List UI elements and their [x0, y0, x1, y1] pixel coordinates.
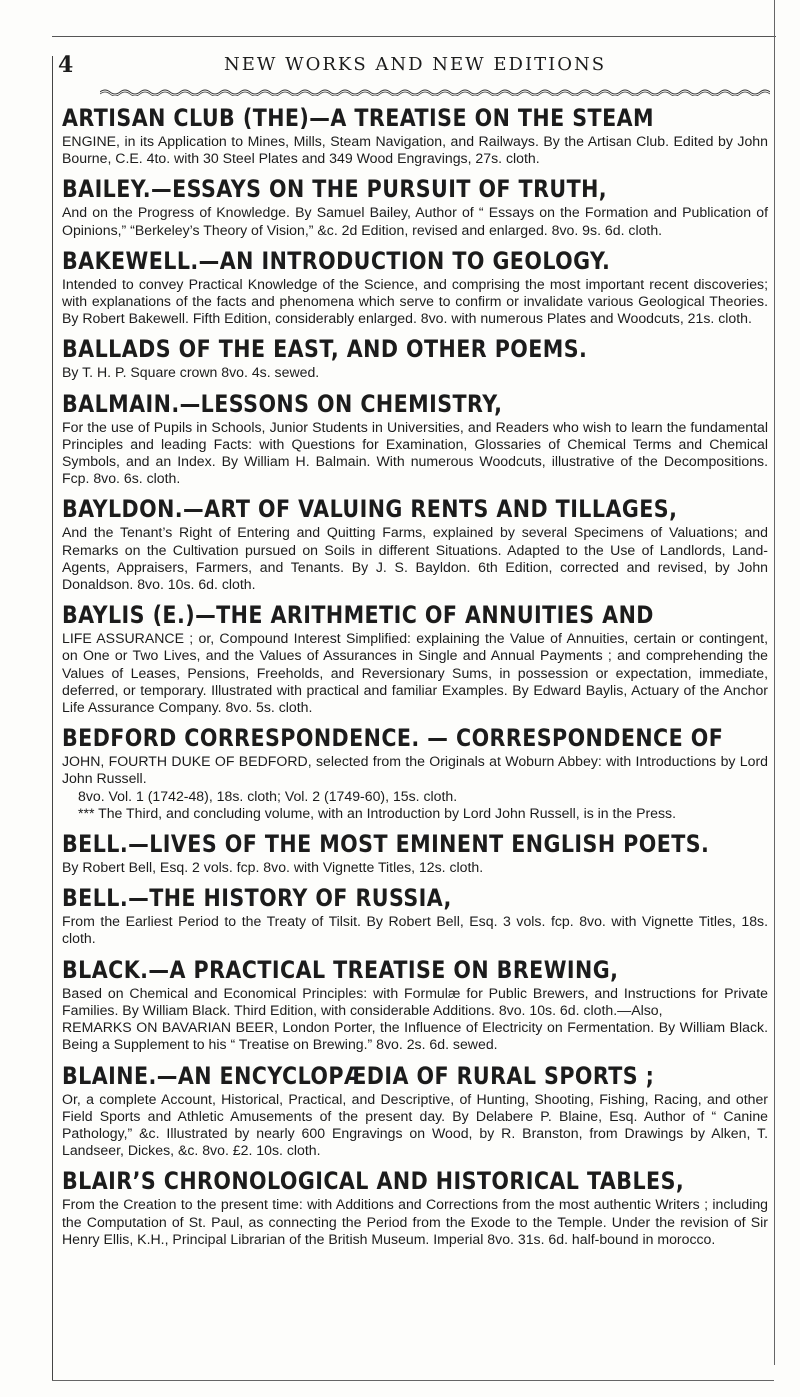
left-margin-rule — [52, 56, 53, 1381]
entry-balmain — [62, 389, 768, 488]
entry-title: BELL.—LIVES OF THE MOST EMINENT ENGLISH POETS. — [62, 830, 710, 859]
entry-title: BLAINE.—AN ENCYCLOPÆDIA OF RURAL SPORTS ; — [62, 1061, 655, 1090]
bottom-rule — [52, 1380, 774, 1381]
entry-bakewell — [62, 246, 768, 328]
entry-volumes-line: 8vo. Vol. 1 (1742-48), 18s. cloth; Vol. 2 (1749-60), 15s. cloth. — [78, 787, 458, 804]
entry-description: LIFE ASSURANCE ; or, Compound Interest Simplified: explaining the Value of Annuities, certain or contingent, on One or Two Lives, and the Values of Assurances in Single and Annual Payments ; and comprehending the Values of Leases, Pensions, Freeholds, and Reversionary Sums, in possession or expectation, immediate, deferred, or temporary. Illustrated with practical and familiar Examples. By Edward Baylis, Actuary of the Anchor Life Assurance Company. 8vo. 5s. cloth. — [62, 630, 768, 716]
running-head: NEW WORKS AND NEW EDITIONS — [223, 54, 607, 75]
entry-title: BLAIR’S CHRONOLOGICAL AND HISTORICAL TABLES, — [62, 1167, 685, 1196]
entry-description: By Robert Bell, Esq. 2 vols. fcp. 8vo. with Vignette Titles, 12s. cloth. — [62, 859, 484, 876]
entry-supplement: REMARKS ON BAVARIAN BEER, London Porter, the Influence of Electricity on Fermentation. By William Black. Being a Supplement to his “ Treatise on Brewing.” 8vo. 2s. 6d. sewed. — [62, 1019, 768, 1053]
entry-title: BLACK.—A PRACTICAL TREATISE ON BREWING, — [62, 955, 619, 984]
entry-bedford-correspondence — [62, 723, 768, 822]
entry-description: And the Tenant’s Right of Entering and Quitting Farms, explained by several Specimens of Valuations; and Remarks on the Cultivation pursued on Soils in different Situations. Adapted to the Use of Landlords, Land-Agents, Appraisers, Farmers, and Tenants. By J. S. Bayldon. 6th Edition, corrected and revised, by John Donaldson. 8vo. 10s. 6d. cloth. — [62, 524, 768, 593]
entry-description: ENGINE, in its Application to Mines, Mills, Steam Navigation, and Railways. By the Artisan Club. Edited by John Bourne, C.E. 4to. with 30 Steel Plates and 349 Wood Engravings, 27s. cloth. — [62, 133, 768, 167]
entry-description: By T. H. P. Square crown 8vo. 4s. sewed. — [62, 364, 320, 381]
entry-title: BAYLIS (E.)—THE ARITHMETIC OF ANNUITIES AND — [62, 601, 654, 630]
right-margin-rule — [774, 0, 775, 1365]
entry-description: Or, a complete Account, Historical, Practical, and Descriptive, of Hunting, Shooting, Fishing, Racing, and other Field Sports and Athletic Amusements of the present day. By Delabere P. Blaine, Esq. Author of “ Canine Pathology,” &c. Illustrated by nearly 600 Engravings on Wood, by R. Branston, from Drawings by Alken, T. Landseer, Dickes, &c. 8vo. £2. 10s. cloth. — [62, 1090, 768, 1159]
entry-description: JOHN, FOURTH DUKE OF BEDFORD, selected from the Originals at Woburn Abbey: with Introductions by Lord John Russell. — [62, 753, 768, 787]
entry-title: BALMAIN.—LESSONS ON CHEMISTRY, — [62, 389, 503, 418]
entry-artisan-club — [62, 103, 768, 167]
catalogue-entries — [62, 103, 768, 1255]
entry-title: BALLADS OF THE EAST, AND OTHER POEMS. — [62, 335, 588, 364]
entry-bailey — [62, 174, 768, 238]
entry-baylis — [62, 600, 768, 716]
entry-description: For the use of Pupils in Schools, Junior Students in Universities, and Readers who wish to learn the fundamental Principles and leading Facts: with Questions for Examination, Glossaries of Chemical Terms and Chemical Symbols, and an Index. By William H. Balmain. With numerous Woodcuts, illustrative of the Decompositions. Fcp. 8vo. 6s. cloth. — [62, 418, 768, 487]
entry-title: ARTISAN CLUB (THE)—A TREATISE ON THE STEAM — [62, 104, 654, 132]
entry-ballads-of-the-east — [62, 334, 768, 381]
entry-bell-lives — [62, 829, 768, 876]
decorative-wavy-rule — [100, 88, 770, 96]
entry-description: Based on Chemical and Economical Principles: with Formulæ for Public Brewers, and Instructions for Private Families. By William Black. Third Edition, with considerable Additions. 8vo. 10s. 6d. cloth.—Also, — [62, 984, 768, 1018]
page-header — [58, 52, 772, 84]
entry-bayldon — [62, 494, 768, 593]
entry-title: BAYLDON.—ART OF VALUING RENTS AND TILLAGES, — [62, 495, 678, 524]
top-rule — [52, 36, 776, 37]
entry-description: And on the Progress of Knowledge. By Samuel Bailey, Author of “ Essays on the Formation and Publication of Opinions,” “Berkeley’s Theory of Vision,” &c. 2d Edition, revised and enlarged. 8vo. 9s. 6d. cloth. — [62, 204, 768, 238]
entry-description: From the Earliest Period to the Treaty of Tilsit. By Robert Bell, Esq. 3 vols. fcp. 8vo. with Vignette Titles, 18s. cloth. — [62, 913, 768, 947]
entry-title: BELL.—THE HISTORY OF RUSSIA, — [62, 884, 452, 913]
entry-bell-russia — [62, 883, 768, 947]
entry-note: *** The Third, and concluding volume, with an Introduction by Lord John Russell, is in the Press. — [78, 804, 677, 821]
entry-description: From the Creation to the present time: with Additions and Corrections from the most authentic Writers ; including the Computation of St. Paul, as connecting the Period from the Exode to the Temple. Under the revision of Sir Henry Ellis, K.H., Principal Librarian of the British Museum. Imperial 8vo. 31s. 6d. half-bound in morocco. — [62, 1196, 768, 1247]
entry-blaine — [62, 1061, 768, 1160]
page-number: 4 — [58, 52, 74, 78]
entry-blair-tables — [62, 1166, 768, 1248]
entry-title: BAILEY.—ESSAYS ON THE PURSUIT OF TRUTH, — [62, 175, 608, 204]
entry-description: Intended to convey Practical Knowledge of the Science, and comprising the most important recent discoveries; with explanations of the facts and phenomena which serve to confirm or invalidate various Geological Theories. By Robert Bakewell. Fifth Edition, considerably enlarged. 8vo. with numerous Plates and Woodcuts, 21s. cloth. — [62, 275, 768, 327]
entry-title: BAKEWELL.—AN INTRODUCTION TO GEOLOGY. — [62, 246, 611, 275]
entry-black-brewing — [62, 955, 768, 1054]
entry-title: BEDFORD CORRESPONDENCE. — CORRESPONDENCE OF — [62, 724, 724, 753]
